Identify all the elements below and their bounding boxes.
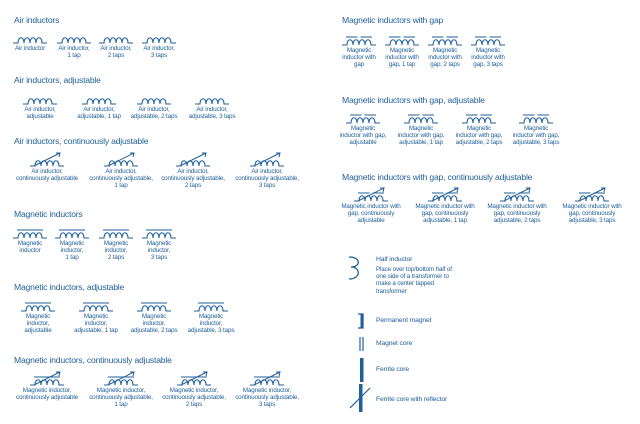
symbol-label: Air inductor, continuously adjustable, 3 taps <box>235 168 299 190</box>
permanent-magnet-icon <box>355 313 367 329</box>
ferrite-core-icon <box>359 357 365 383</box>
symbol-air-inductor-continuously-adjustable-3-taps <box>227 152 307 190</box>
half-inductor-description: Place over top/bottom half of one side of a transformer to make a center tapped transformer <box>376 266 452 295</box>
symbol-air-inductor-continuously-adjustable-2-taps <box>153 152 233 190</box>
symbol-magnetic-inductor-adjustable-3-taps <box>171 299 251 335</box>
inductor-icon <box>101 371 141 387</box>
inductor-icon <box>572 187 612 203</box>
inductor-icon <box>101 152 141 168</box>
inductor-icon <box>351 187 391 203</box>
ferrite-core-with-reflector-icon <box>348 383 372 413</box>
heading-magnetic-inductors: Magnetic inductors <box>14 209 83 219</box>
inductor-icon <box>174 371 214 387</box>
symbol-label: Air inductor, 3 taps <box>143 45 175 60</box>
symbol-label: Magnetic inductor, adjustable <box>24 313 52 335</box>
symbol-air-inductor-adjustable-3-taps <box>172 92 252 120</box>
symbol-label: Air inductor, adjustable <box>24 106 56 121</box>
inductor-icon <box>191 299 231 313</box>
inductor-icon <box>343 111 383 125</box>
ferrite-core-with-reflector-label: Ferrite core with reflector <box>376 396 448 403</box>
symbol-label: Magnetic inductor, adjustable, 2 taps <box>130 313 178 335</box>
symbol-label: Magnetic inductor with gap, continuously adjustable, 3 taps <box>562 203 622 225</box>
symbol-label: Magnetic inductor with gap, adjustable, 3 taps <box>512 125 560 147</box>
inductor-icon <box>247 371 287 387</box>
heading-magnetic-inductors-adjustable: Magnetic inductors, adjustable <box>14 282 125 292</box>
symbol-magnetic-inductor-with-gap-continuously-adjustable-3-taps <box>552 187 632 225</box>
inductor-icon <box>468 33 508 47</box>
symbol-label: Air inductor, 2 taps <box>100 45 132 60</box>
magnet-core-icon <box>358 336 366 352</box>
symbol-label: Magnetic inductor, 1 tap <box>59 240 85 262</box>
inductor-icon <box>247 152 287 168</box>
heading-air-inductors-continuously-adjustable: Air inductors, continuously adjustable <box>14 136 149 146</box>
inductor-icon <box>76 299 116 313</box>
symbol-label: Air inductor <box>14 45 46 52</box>
symbol-magnetic-inductor-with-gap-adjustable-3-taps <box>496 111 576 147</box>
inductor-icon <box>134 299 174 313</box>
inductor-icon <box>425 187 465 203</box>
inductor-icon <box>139 33 179 45</box>
inductor-icon <box>497 187 537 203</box>
symbol-label: Air inductor, continuously adjustable, 1 tap <box>89 168 153 190</box>
symbol-label: Magnetic inductor, 2 taps <box>103 240 129 262</box>
symbol-label: Magnetic inductor <box>17 240 43 255</box>
symbol-magnetic-inductor-continuously-adjustable-1-tap <box>81 371 161 409</box>
heading-magnetic-inductors-continuously-adjustable: Magnetic inductors, continuously adjustable <box>14 355 172 365</box>
half-inductor-icon <box>345 254 365 282</box>
symbol-magnetic-inductor-with-gap-continuously-adjustable <box>331 187 411 225</box>
symbol-label: Air inductor, adjustable, 3 taps <box>188 106 236 121</box>
heading-magnetic-inductors-with-gap-adjustable: Magnetic inductors with gap, adjustable <box>342 95 485 105</box>
ferrite-core-label: Ferrite core <box>376 366 409 373</box>
inductor-icon <box>134 92 174 106</box>
half-inductor-title: Half inductor <box>376 256 413 263</box>
symbol-label: Air inductor, continuously adjustable, 2 taps <box>161 168 225 190</box>
inductor-icon <box>27 371 67 387</box>
permanent-magnet-label: Permanent magnet <box>376 317 432 324</box>
magnet-core-label: Magnet core <box>376 340 413 347</box>
symbol-air-inductor-continuously-adjustable-1-tap <box>81 152 161 190</box>
inductor-icon <box>516 111 556 125</box>
symbol-label: Magnetic inductor with gap, continuously adjustable, 2 taps <box>487 203 547 225</box>
symbol-label: Magnetic inductor with gap, 2 taps <box>428 47 462 69</box>
symbol-label: Magnetic inductor, continuously adjustable, 3 taps <box>235 387 299 409</box>
inductor-icon <box>173 152 213 168</box>
symbol-label: Magnetic inductor, 3 taps <box>146 240 172 262</box>
symbol-magnetic-inductor-3-taps <box>119 226 199 262</box>
inductor-icon <box>192 92 232 106</box>
symbol-magnetic-inductor-with-gap-continuously-adjustable-1-tap <box>405 187 485 225</box>
symbol-air-inductor-continuously-adjustable <box>7 152 87 182</box>
symbol-magnetic-inductor-continuously-adjustable <box>7 371 87 401</box>
symbol-label: Magnetic inductor with gap <box>342 47 376 69</box>
symbol-label: Magnetic inductor, adjustable, 1 tap <box>74 313 118 335</box>
symbol-label: Magnetic inductor, adjustable, 3 taps <box>187 313 235 335</box>
symbol-label: Magnetic inductor with gap, 1 tap <box>385 47 419 69</box>
inductor-icon <box>79 92 119 106</box>
symbol-label: Air inductor, continuously adjustable <box>15 168 78 183</box>
heading-magnetic-inductors-with-gap: Magnetic inductors with gap <box>342 15 444 25</box>
inductor-icon <box>18 299 58 313</box>
symbol-magnetic-inductor-continuously-adjustable-2-taps <box>154 371 234 409</box>
inductor-icon <box>139 226 179 240</box>
symbol-air-inductor-3-taps <box>119 33 199 59</box>
symbol-label: Magnetic inductor with gap, adjustable <box>339 125 387 147</box>
inductor-icon <box>20 92 60 106</box>
inductor-icon <box>459 111 499 125</box>
inductor-icon <box>401 111 441 125</box>
symbol-label: Magnetic inductor with gap, continuously adjustable, 1 tap <box>415 203 475 225</box>
symbol-label: Air inductor, adjustable, 2 taps <box>130 106 178 121</box>
heading-air-inductors-adjustable: Air inductors, adjustable <box>14 75 101 85</box>
symbol-magnetic-inductor-with-gap-3-taps <box>448 33 528 69</box>
heading-magnetic-inductors-with-gap-continuously-adjustable: Magnetic inductors with gap, continuously adjustable <box>342 172 533 182</box>
symbol-label: Magnetic inductor with gap, adjustable, 1 tap <box>397 125 445 147</box>
symbol-label: Magnetic inductor with gap, 3 taps <box>471 47 505 69</box>
symbol-label: Magnetic inductor with gap, adjustable, 2 taps <box>455 125 503 147</box>
symbol-label: Magnetic inductor, continuously adjustable <box>15 387 78 402</box>
symbol-label: Air inductor, 1 tap <box>58 45 90 60</box>
symbol-label: Magnetic inductor, continuously adjustable, 2 taps <box>162 387 226 409</box>
symbol-label: Magnetic inductor, continuously adjustable, 1 tap <box>89 387 153 409</box>
inductor-icon <box>27 152 67 168</box>
heading-air-inductors: Air inductors <box>14 15 60 25</box>
symbol-magnetic-inductor-continuously-adjustable-3-taps <box>227 371 307 409</box>
symbol-label: Magnetic inductor with gap, continuously adjustable <box>341 203 401 225</box>
symbol-label: Air inductor, adjustable, 1 tap <box>77 106 121 121</box>
symbol-magnetic-inductor-with-gap-continuously-adjustable-2-taps <box>477 187 557 225</box>
